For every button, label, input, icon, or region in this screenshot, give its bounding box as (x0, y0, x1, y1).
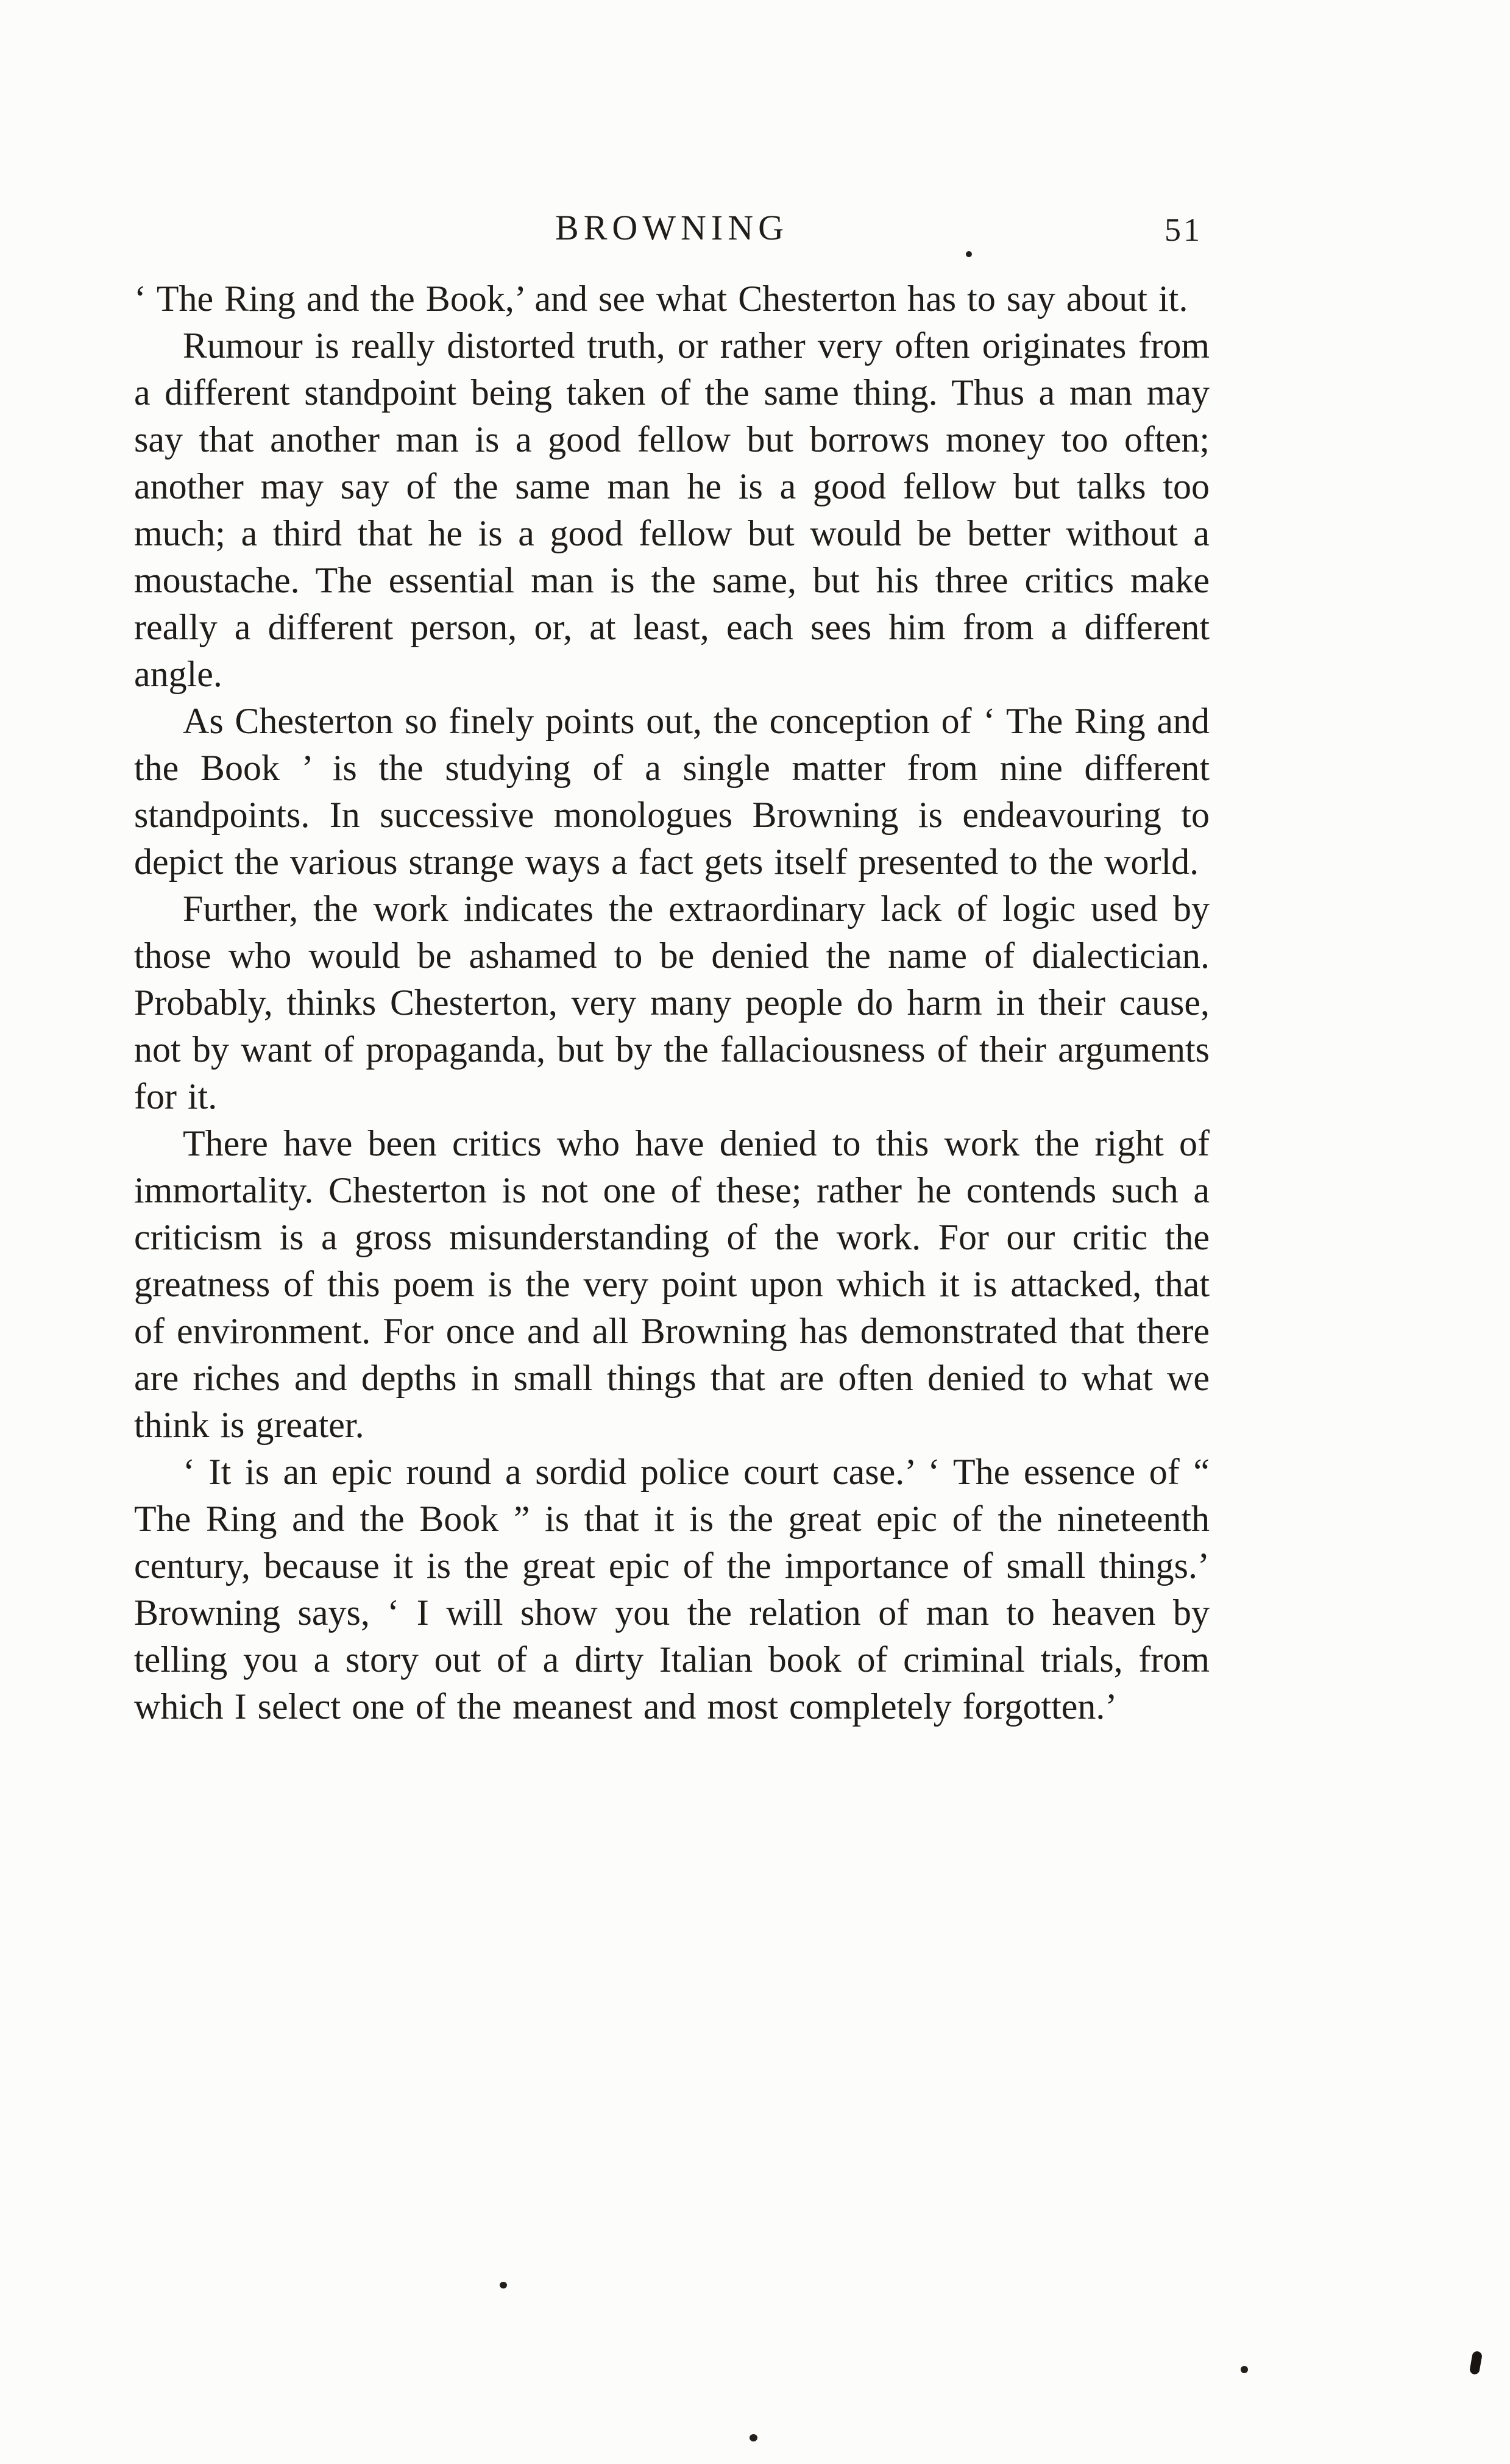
running-title: BROWNING (555, 208, 789, 247)
ink-speck (500, 2282, 507, 2288)
paragraph-continuation: ‘ The Ring and the Book,’ and see what Chesterton has to say about it. (134, 279, 1188, 319)
ink-speck (1241, 2366, 1248, 2373)
ink-speck (966, 251, 972, 257)
paragraph-epic: ‘ It is an epic round a sordid police court case.’ ‘ The essence of “ The Ring and the Book ” is that it is the great epic of the nineteenth century, because it is the great epic of the importance of small things.’ Browning says, ‘ I will show you the relation of man to heaven by telling you a story out of a dirty Italian book of criminal trials, from which I select one of the meanest and most completely forgotten.’ (134, 1452, 1210, 1727)
ink-speck (750, 2434, 757, 2441)
paragraph-conception: As Chesterton so finely points out, the conception of ‘ The Ring and the Book ’ is the studying of a single matter from nine different standpoints. In successive monologues Browning is endeavouring to depict the various strange ways a fact gets itself presented to the world. (134, 701, 1210, 882)
paragraph-rumour: Rumour is really distorted truth, or rather very often originates from a different standpoint being taken of the same thing. Thus a man may say that another man is a good fellow but borrows money too often; another may say of the same man he is a good fellow but talks too much; a third that he is a good fellow but would be better without a moustache. The essential man is the same, but his three critics make really a different person, or, at least, each sees him from a different angle. (134, 325, 1210, 694)
paragraph-logic: Further, the work indicates the extraordinary lack of logic used by those who would be ashamed to be denied the name of dialectician. Probably, thinks Chesterton, very many people do harm in their cause, not by want of propaganda, but by the fallaciousness of their arguments for it. (134, 889, 1210, 1117)
ink-blot (1469, 2351, 1483, 2375)
page-number: 51 (1164, 211, 1202, 248)
page-header (134, 207, 1210, 262)
text-block (134, 275, 1210, 1730)
paragraph-critics: There have been critics who have denied to this work the right of immortality. Chesterton is not one of these; rather he contends such a criticism is a gross misunderstanding of the work. For our critic the greatness of this poem is the very point upon which it is attacked, that of environment. For once and all Browning has demonstrated that there are riches and depths in small things that are often denied to what we think is greater. (134, 1123, 1210, 1445)
